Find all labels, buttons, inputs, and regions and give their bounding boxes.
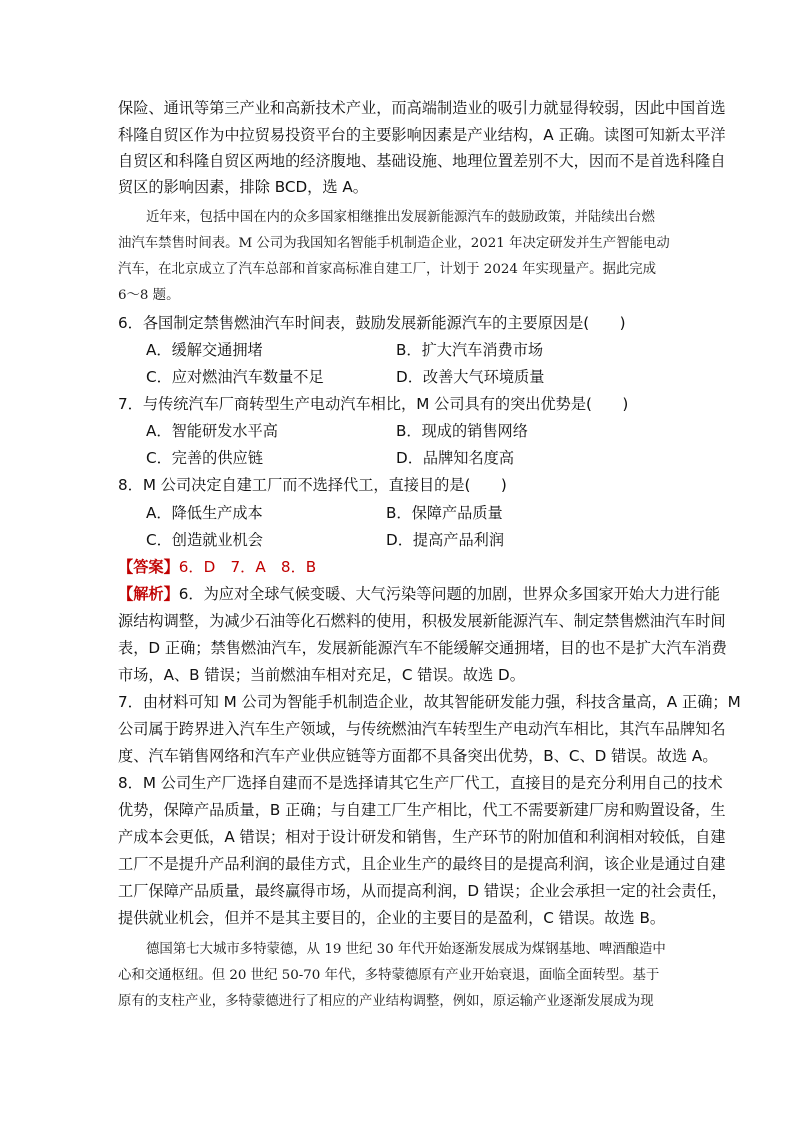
question-6-option-d: D．改善大气环境质量 — [396, 368, 545, 386]
analysis-q6-line-1 — [118, 584, 720, 604]
material-2-line-2: 心和交通枢纽。但 20 世纪 50-70 年代，多特蒙德原有产业开始衰退，面临全面转型。基于 — [118, 968, 660, 983]
material-1-line-4: 6～8 题。 — [118, 288, 180, 303]
analysis-q7-line-2: 公司属于跨界进入汽车生产领域，与传统燃油汽车转型生产电动汽车相比，其汽车品牌知名 — [118, 720, 726, 738]
question-6-option-b: B．扩大汽车消费市场 — [396, 341, 544, 359]
question-7-option-c: C．完善的供应链 — [146, 449, 263, 467]
material-2-line-3: 原有的支柱产业，多特蒙德进行了相应的产业结构调整，例如，原运输产业逐渐发展成为现 — [118, 994, 654, 1009]
question-6-option-c: C．应对燃油汽车数量不足 — [146, 368, 324, 386]
analysis-q8-line-6: 提供就业机会，但并不是其主要目的，企业的主要目的是盈利，C 错误。故选 B。 — [118, 909, 666, 927]
question-7-stem: 7．与传统汽车厂商转型生产电动汽车相比，M 公司具有的突出优势是( ) — [118, 395, 629, 413]
answer-text: 6．D 7．A 8．B — [178, 558, 317, 576]
intro-line-3: 自贸区和科隆自贸区两地的经济腹地、基础设施、地理位置差别不大，因而不是首选科隆自 — [118, 152, 726, 170]
analysis-q8-line-4: 工厂不是提升产品利润的最佳方式，且企业生产的最终目的是提高利润，该企业是通过自建 — [118, 855, 726, 873]
question-6-option-a: A．缓解交通拥堵 — [146, 341, 263, 359]
material-1-line-3: 汽车，在北京成立了汽车总部和首家高标准自建工厂，计划于 2024 年实现量产。据此完成 — [118, 262, 657, 277]
question-7-option-d: D．品牌知名度高 — [396, 449, 515, 467]
analysis-q6-line-2: 源结构调整，为减少石油等化石燃料的使用，积极发展新能源汽车、制定禁售燃油汽车时间 — [118, 612, 726, 630]
material-1-line-2: 油汽车禁售时间表。M 公司为我国知名智能手机制造企业，2021 年决定研发并生产智能电动 — [118, 236, 670, 251]
material-1-line-1: 近年来，包括中国在内的众多国家相继推出发展新能源汽车的鼓励政策，并陆续出台燃 — [146, 210, 655, 225]
question-8-option-a: A．降低生产成本 — [146, 504, 263, 522]
question-8-option-b: B．保障产品质量 — [386, 504, 503, 522]
analysis-q6-line-4: 市场，A、B 错误；当前燃油车相对充足，C 错误。故选 D。 — [118, 666, 525, 684]
intro-line-1: 保险、通讯等第三产业和高新技术产业，而高端制造业的吸引力就显得较弱，因此中国首选 — [118, 99, 726, 117]
analysis-q6-line-3: 表，D 正确；禁售燃油汽车，发展新能源汽车不能缓解交通拥堵，目的也不是扩大汽车消费 — [118, 639, 727, 657]
question-8-option-c: C．创造就业机会 — [146, 531, 263, 549]
question-6-stem: 6．各国制定禁售燃油汽车时间表，鼓励发展新能源汽车的主要原因是( ) — [118, 314, 626, 332]
question-8-stem: 8．M 公司决定自建工厂而不选择代工，直接目的是( ) — [118, 476, 507, 494]
analysis-q8-line-1: 8．M 公司生产厂选择自建而不是选择请其它生产厂代工，直接目的是充分利用自己的技术 — [118, 774, 723, 792]
analysis-q7-line-1: 7．由材料可知 M 公司为智能手机制造企业，故其智能研发能力强，科技含量高，A 正确；M — [118, 693, 741, 711]
intro-line-4: 贸区的影响因素，排除 BCD，选 A。 — [118, 178, 368, 196]
intro-line-2: 科隆自贸区作为中拉贸易投资平台的主要影响因素是产业结构，A 正确。读图可知新太平洋 — [118, 126, 726, 144]
analysis-q6-text-1: 6．为应对全球气候变暖、大气污染等问题的加剧，世界众多国家开始大力进行能 — [178, 585, 720, 603]
material-2-line-1: 德国第七大城市多特蒙德，从 19 世纪 30 年代开始逐渐发展成为煤钢基地、啤酒酿造中 — [146, 942, 666, 957]
analysis-q8-line-3: 产成本会更低，A 错误；相对于设计研发和销售，生产环节的附加值和利润相对较低，自建 — [118, 828, 726, 846]
answer-line — [118, 557, 316, 577]
analysis-q7-line-3: 度、汽车销售网络和汽车产业供应链等方面都不具备突出优势，B、C、D 错误。故选 A。 — [118, 747, 718, 765]
analysis-label: 【解析】 — [118, 585, 179, 603]
analysis-q8-line-2: 优势，保障产品质量，B 正确；与自建工厂生产相比，代工不需要新建厂房和购置设备，生 — [118, 801, 726, 819]
analysis-q8-line-5: 工厂保障产品质量，最终赢得市场，从而提高利润，D 错误；企业会承担一定的社会责任， — [118, 882, 727, 900]
answer-label: 【答案】 — [118, 558, 179, 576]
question-8-option-d: D．提高产品利润 — [386, 531, 505, 549]
question-7-option-b: B．现成的销售网络 — [396, 422, 528, 440]
question-7-option-a: A．智能研发水平高 — [146, 422, 278, 440]
